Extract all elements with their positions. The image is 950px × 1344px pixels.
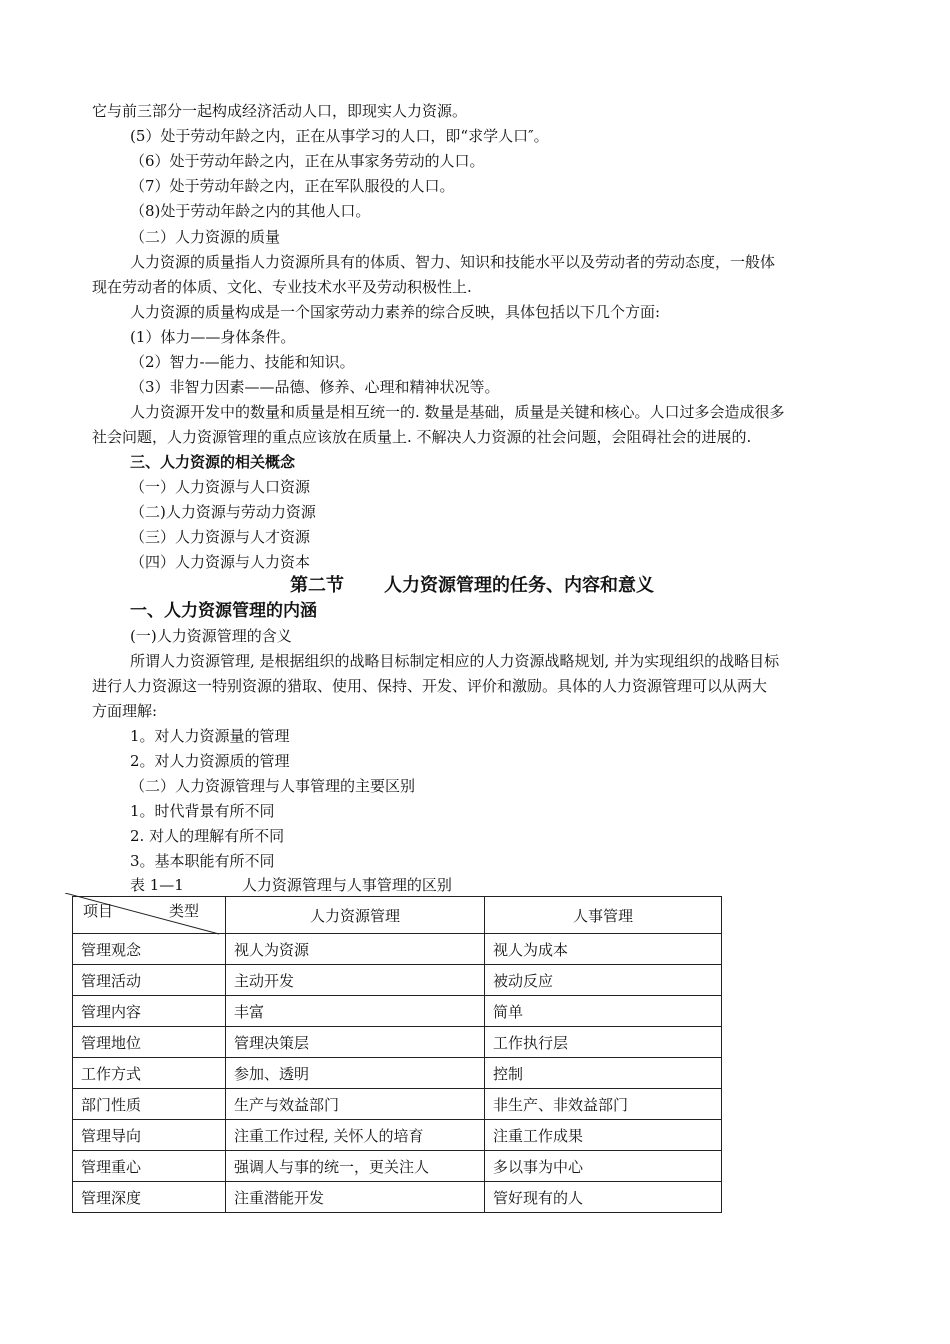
table-row	[73, 965, 722, 996]
list-item: (1）体力——身体条件。	[130, 328, 296, 346]
list-item: 2. 对人的理解有所不同	[130, 827, 285, 845]
paragraph: 人力资源开发中的数量和质量是相互统一的. 数量是基础，质量是关键和核心。人口过多会造成很多	[130, 403, 785, 421]
list-item: （四）人力资源与人力资本	[130, 553, 311, 571]
table-header-row	[73, 897, 722, 934]
list-item: 1。对人力资源量的管理	[130, 727, 290, 745]
row-item-cell: 管理深度	[73, 1182, 226, 1213]
row-item-cell: 管理内容	[73, 996, 226, 1027]
row-item-cell: 管理重心	[73, 1151, 226, 1182]
paragraph: 现在劳动者的体质、文化、专业技术水平及劳动积极性上.	[92, 278, 472, 296]
row-pm-cell: 多以事为中心	[485, 1151, 722, 1182]
paragraph: 方面理解:	[92, 702, 158, 720]
table-caption	[130, 876, 452, 894]
chapter-title: 人力资源管理的任务、内容和意义	[384, 575, 654, 596]
row-pm-cell: 管好现有的人	[485, 1182, 722, 1213]
row-hr-cell: 视人为资源	[226, 934, 485, 965]
row-pm-cell: 视人为成本	[485, 934, 722, 965]
row-item-cell: 管理地位	[73, 1027, 226, 1058]
row-pm-cell: 控制	[485, 1058, 722, 1089]
diagonal-header-cell	[73, 897, 226, 934]
paragraph: 人力资源的质量指人力资源所具有的体质、智力、知识和技能水平以及劳动者的劳动态度，一般体	[130, 253, 776, 271]
list-item: （6）处于劳动年龄之内，正在从事家务劳动的人口。	[130, 152, 485, 170]
table-row	[73, 1182, 722, 1213]
header-item-label: 项目	[83, 902, 114, 920]
list-item: 3。基本职能有所不同	[130, 852, 275, 870]
subheading: (一)人力资源管理的含义	[130, 627, 292, 645]
row-pm-cell: 工作执行层	[485, 1027, 722, 1058]
row-hr-cell: 注重潜能开发	[226, 1182, 485, 1213]
table-caption-title: 人力资源管理与人事管理的区别	[241, 876, 452, 894]
column-header-hr: 人力资源管理	[226, 897, 485, 934]
list-item: （3）非智力因素——品德、修养、心理和精神状况等。	[130, 378, 500, 396]
paragraph: 社会问题，人力资源管理的重点应该放在质量上. 不解决人力资源的社会问题，会阻碍社会的进展的.	[92, 428, 752, 446]
table-row	[73, 1089, 722, 1120]
list-item: （二)人力资源与劳动力资源	[130, 503, 316, 521]
row-pm-cell: 简单	[485, 996, 722, 1027]
row-hr-cell: 生产与效益部门	[226, 1089, 485, 1120]
list-item: 2。对人力资源质的管理	[130, 752, 290, 770]
chapter-heading	[290, 577, 654, 595]
list-item: (5）处于劳动年龄之内，正在从事学习的人口，即“求学人口″。	[130, 127, 549, 145]
paragraph: 它与前三部分一起构成经济活动人口，即现实人力资源。	[92, 102, 468, 120]
row-pm-cell: 被动反应	[485, 965, 722, 996]
table-row	[73, 996, 722, 1027]
list-item: （三）人力资源与人才资源	[130, 528, 311, 546]
subheading: （二）人力资源管理与人事管理的主要区别	[130, 777, 416, 795]
row-hr-cell: 参加、透明	[226, 1058, 485, 1089]
table-row	[73, 1151, 722, 1182]
row-pm-cell: 注重工作成果	[485, 1120, 722, 1151]
paragraph: 所谓人力资源管理, 是根据组织的战略目标制定相应的人力资源战略规划, 并为实现组织的战略目标	[130, 652, 780, 670]
list-item: （7）处于劳动年龄之内，正在军队服役的人口。	[130, 177, 455, 195]
row-item-cell: 部门性质	[73, 1089, 226, 1120]
row-hr-cell: 丰富	[226, 996, 485, 1027]
table-row	[73, 934, 722, 965]
section-heading: 一、人力资源管理的内涵	[130, 601, 317, 621]
row-hr-cell: 强调人与事的统一，更关注人	[226, 1151, 485, 1182]
list-item: （8)处于劳动年龄之内的其他人口。	[130, 202, 371, 220]
list-item: （一）人力资源与人口资源	[130, 478, 311, 496]
row-pm-cell: 非生产、非效益部门	[485, 1089, 722, 1120]
table-row	[73, 1058, 722, 1089]
row-item-cell: 管理观念	[73, 934, 226, 965]
header-type-label: 类型	[169, 902, 200, 920]
section-heading: 三、人力资源的相关概念	[130, 453, 296, 471]
list-item: （2）智力-—能力、技能和知识。	[130, 353, 355, 371]
row-hr-cell: 注重工作过程, 关怀人的培育	[226, 1120, 485, 1151]
row-item-cell: 管理活动	[73, 965, 226, 996]
column-header-pm: 人事管理	[485, 897, 722, 934]
row-hr-cell: 主动开发	[226, 965, 485, 996]
row-item-cell: 管理导向	[73, 1120, 226, 1151]
paragraph: 进行人力资源这一特别资源的猎取、使用、保持、开发、评价和激励。具体的人力资源管理可以从两大	[92, 677, 768, 695]
paragraph: 人力资源的质量构成是一个国家劳动力素养的综合反映，具体包括以下几个方面:	[130, 303, 661, 321]
table-caption-number: 表 1—1	[130, 876, 184, 894]
table-row	[73, 1120, 722, 1151]
comparison-table	[72, 896, 722, 1213]
table-row	[73, 1027, 722, 1058]
row-item-cell: 工作方式	[73, 1058, 226, 1089]
chapter-number: 第二节	[290, 575, 344, 596]
subheading: （二）人力资源的质量	[130, 228, 281, 246]
row-hr-cell: 管理决策层	[226, 1027, 485, 1058]
list-item: 1。时代背景有所不同	[130, 802, 275, 820]
